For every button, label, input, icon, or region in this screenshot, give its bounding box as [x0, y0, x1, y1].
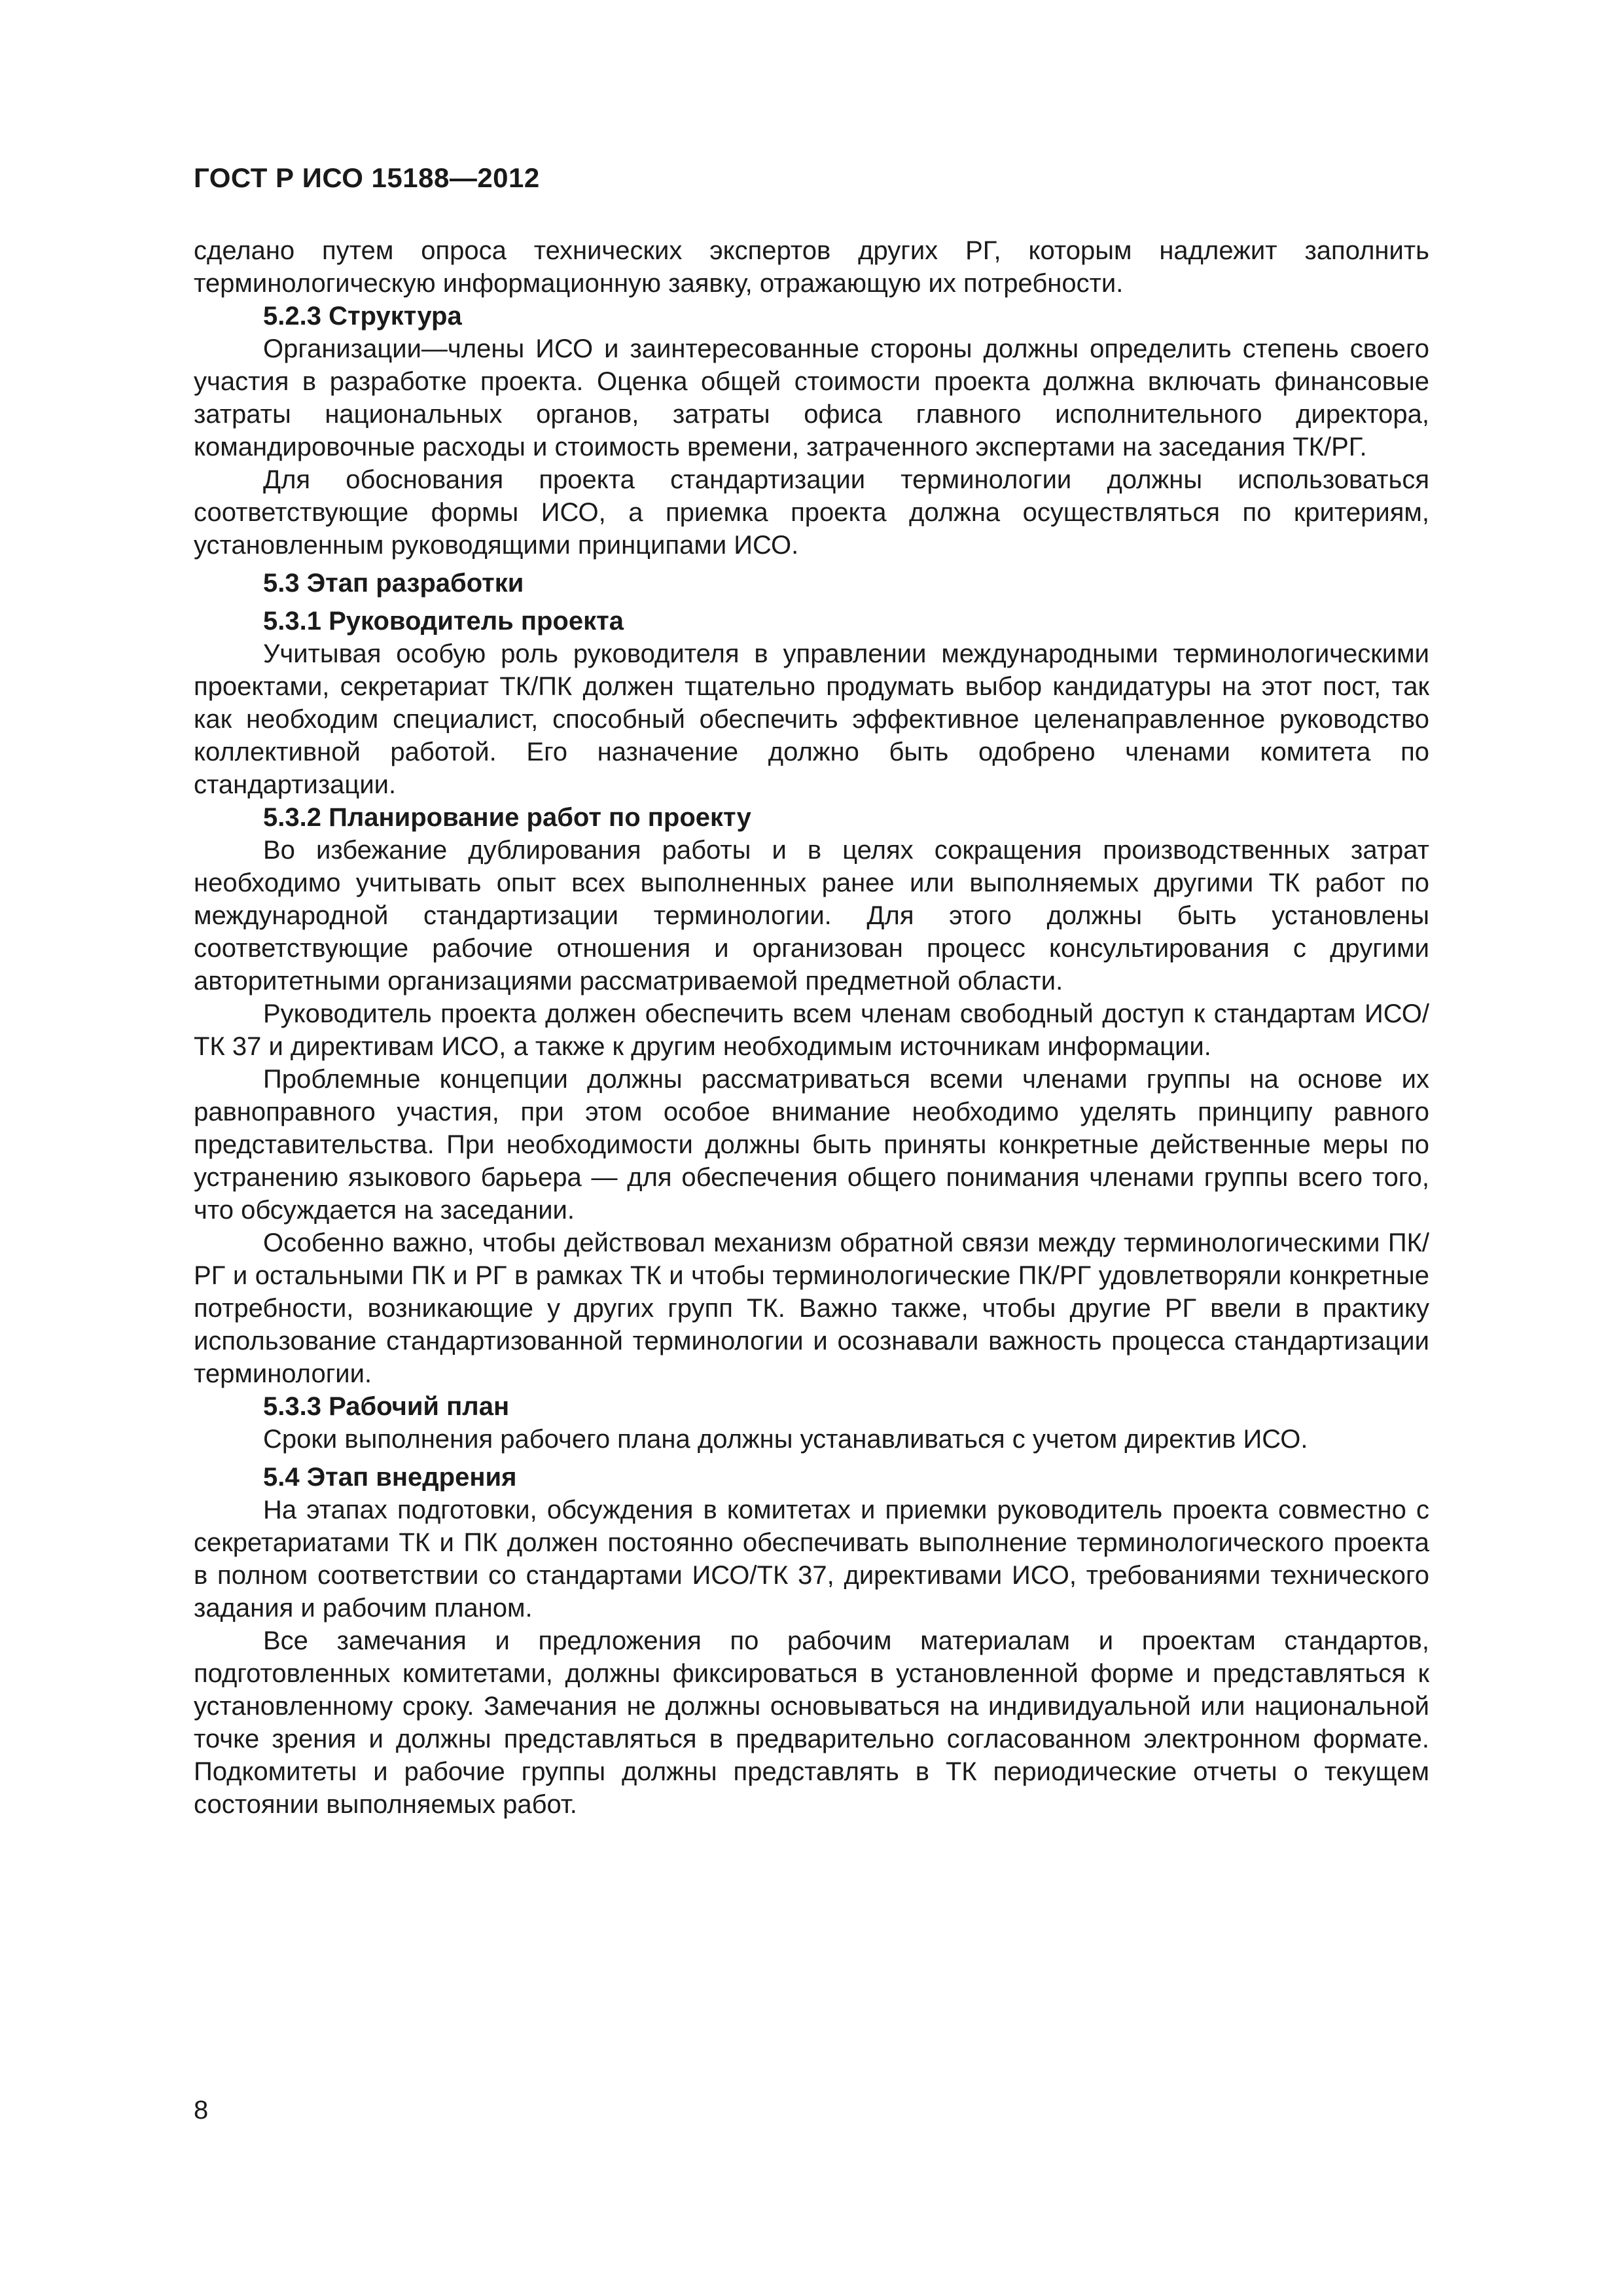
paragraph: Организации—члены ИСО и заинтересованные стороны должны определить степень своего участия в разработке проекта. Оценка общей стоимости проекта должна включать финансовые затраты национальных органов, затраты офиса главного исполнительного директора, командировочные расходы и стоимость времени, затраченного экспертами на заседания ТК/РГ. — [194, 334, 1429, 461]
paragraph: Учитывая особую роль руководителя в управлении международными терминологическими проектами, секретариат ТК/ПК должен тщательно продумать выбор кандидатуры на этот пост, так как необходим специалист, способный обеспечить эффективное целенаправленное руководство коллективной работой. Его назначение должно быть одобрено членами комитета по стандартизации. — [194, 639, 1429, 799]
section-heading-5-3-1: 5.3.1 Руководитель проекта — [263, 607, 624, 636]
section-heading-5-2-3: 5.2.3 Структура — [263, 302, 462, 331]
paragraph: Во избежание дублирования работы и в целях сокращения производственных затрат необходимо учитывать опыт всех выполненных ранее или выполняемых другими ТК работ по международной стандартизации терминологии. Для этого должны быть установлены соответствующие рабочие отношения и организован процесс консультирования с другими авторитетными организациями рассматриваемой предметной области. — [194, 836, 1429, 996]
page-number: 8 — [194, 2096, 209, 2125]
paragraph: Проблемные концепции должны рассматриваться всеми членами группы на основе их равноправного участия, при этом особое внимание необходимо уделять принципу равного представительства. При необходимости должны быть приняты конкретные действенные меры по устранению языкового барьера — для обеспечения общего понимания членами группы всего того, что обсуждается на заседании. — [194, 1065, 1429, 1225]
paragraph: Для обоснования проекта стандартизации терминологии должны использоваться соответствующие формы ИСО, а приемка проекта должна осуществляться по критериям, установленным руководящими принципами ИСО. — [194, 465, 1429, 560]
section-heading-5-4: 5.4 Этап внедрения — [263, 1463, 517, 1492]
document-body — [194, 234, 1429, 1821]
paragraph: Руководитель проекта должен обеспечить всем членам свободный доступ к стандартам ИСО/ТК 37 и директивам ИСО, а также к другим необходимым источникам информации. — [194, 999, 1429, 1061]
section-heading-5-3: 5.3 Этап разработки — [263, 569, 524, 598]
paragraph: На этапах подготовки, обсуждения в комитетах и приемки руководитель проекта совместно с секретариатами ТК и ПК должен постоянно обеспечивать выполнение терминологического проекта в полном соответствии со стандартами ИСО/ТК 37, директивами ИСО, требованиями технического задания и рабочим планом. — [194, 1496, 1429, 1623]
paragraph: Особенно важно, чтобы действовал механизм обратной связи между терминологическими ПК/РГ и остальными ПК и РГ в рамках ТК и чтобы терминологические ПК/РГ удовлетворяли конкретные потребности, возникающие у других групп ТК. Важно также, чтобы другие РГ ввели в практику использование стандартизованной терминологии и осознавали важность процесса стандартизации терминологии. — [194, 1229, 1429, 1388]
paragraph-continuation: сделано путем опроса технических экспертов других РГ, которым надлежит заполнить терминологическую информационную заявку, отражающую их потребности. — [194, 236, 1429, 298]
section-heading-5-3-3: 5.3.3 Рабочий план — [263, 1392, 510, 1421]
paragraph: Сроки выполнения рабочего плана должны устанавливаться с учетом директив ИСО. — [263, 1425, 1308, 1454]
section-heading-5-3-2: 5.3.2 Планирование работ по проекту — [263, 803, 751, 832]
document-header: ГОСТ Р ИСО 15188—2012 — [194, 162, 540, 193]
paragraph: Все замечания и предложения по рабочим материалам и проектам стандартов, подготовленных комитетами, должны фиксироваться в установленной форме и представляться к установленному сроку. Замечания не должны основываться на индивидуальной или национальной точке зрения и должны представляться в предварительно согласованном электронном формате. Подкомитеты и рабочие группы должны представлять в ТК периодические отчеты о текущем состоянии выполняемых работ. — [194, 1626, 1429, 1819]
